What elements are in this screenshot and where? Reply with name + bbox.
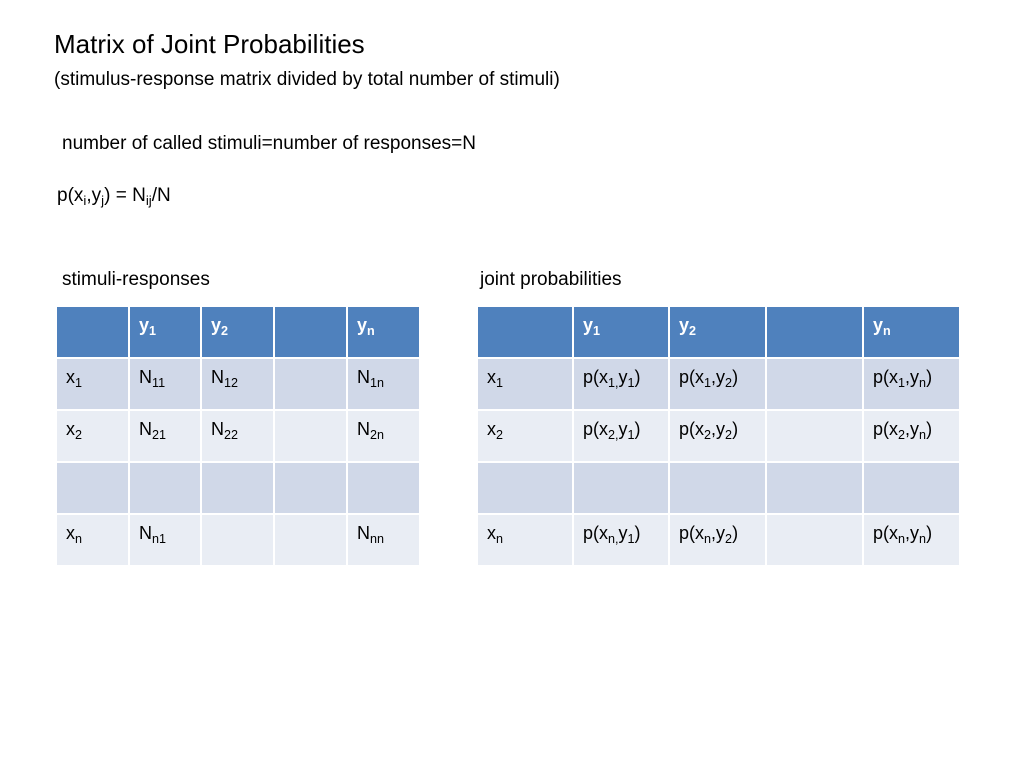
table-cell bbox=[347, 514, 420, 566]
stimuli-responses-caption: stimuli-responses bbox=[62, 269, 210, 290]
joint-probabilities-caption: joint probabilities bbox=[480, 269, 622, 290]
subscript: 2 bbox=[689, 323, 697, 338]
table-cell bbox=[669, 514, 766, 566]
slide-subtitle: (stimulus-response matrix divided by total number of stimuli) bbox=[54, 69, 560, 90]
header-cell bbox=[863, 306, 960, 358]
table-cell bbox=[347, 410, 420, 462]
text-run: x bbox=[66, 367, 75, 387]
subscript: n bbox=[704, 531, 712, 546]
subscript: n bbox=[919, 531, 927, 546]
text-run: y bbox=[583, 315, 594, 335]
table-cell bbox=[863, 514, 960, 566]
text-run: x bbox=[487, 419, 496, 439]
subscript: 2 bbox=[221, 323, 229, 338]
table-cell bbox=[347, 358, 420, 410]
subscript: 2 bbox=[725, 427, 733, 442]
subscript: 1 bbox=[593, 323, 601, 338]
row-label-cell bbox=[56, 410, 129, 462]
text-run: ) bbox=[926, 523, 933, 543]
text-run: ) bbox=[634, 419, 641, 439]
header-cell bbox=[669, 306, 766, 358]
table-cell bbox=[669, 358, 766, 410]
subscript: 1 bbox=[627, 531, 635, 546]
header-row bbox=[56, 306, 420, 358]
text-run: p(x bbox=[583, 419, 609, 439]
text-run: N bbox=[357, 523, 370, 543]
text-run: p(x bbox=[873, 419, 899, 439]
text-run: p(x bbox=[583, 523, 609, 543]
text-run: ) bbox=[732, 419, 739, 439]
row-label-cell bbox=[56, 514, 129, 566]
text-run: y bbox=[618, 523, 628, 543]
table-row bbox=[477, 462, 960, 514]
table-row bbox=[477, 358, 960, 410]
subscript: 1 bbox=[149, 323, 157, 338]
text-run: N bbox=[139, 367, 152, 387]
stimuli-responses-table bbox=[55, 305, 421, 567]
text-run: p(x bbox=[873, 523, 899, 543]
row-label-cell bbox=[56, 358, 129, 410]
header-cell bbox=[573, 306, 669, 358]
subscript: 22 bbox=[224, 427, 239, 442]
table-cell bbox=[129, 514, 201, 566]
table-cell bbox=[201, 410, 274, 462]
header-cell bbox=[274, 306, 347, 358]
text-run: p(x bbox=[583, 367, 609, 387]
table-cell bbox=[573, 410, 669, 462]
row-label-cell bbox=[477, 358, 573, 410]
text-run: ) bbox=[926, 419, 933, 439]
text-run: y bbox=[618, 419, 628, 439]
table-cell bbox=[129, 462, 201, 514]
subscript: n bbox=[898, 531, 906, 546]
header-cell bbox=[56, 306, 129, 358]
table-cell bbox=[274, 358, 347, 410]
subscript: n, bbox=[608, 531, 619, 546]
text-run: ) bbox=[634, 367, 641, 387]
row-label-cell bbox=[477, 462, 573, 514]
text-run: N bbox=[357, 419, 370, 439]
subscript: n bbox=[919, 427, 927, 442]
text-run: x bbox=[66, 523, 75, 543]
text-run: y bbox=[679, 315, 690, 335]
text-run: N bbox=[357, 367, 370, 387]
table-row bbox=[56, 462, 420, 514]
text-run: ,y bbox=[905, 367, 920, 387]
header-cell bbox=[129, 306, 201, 358]
table-row bbox=[56, 410, 420, 462]
text-run: /N bbox=[151, 185, 171, 206]
text-run: y bbox=[357, 315, 368, 335]
subscript: 2 bbox=[725, 375, 733, 390]
table-cell bbox=[766, 514, 863, 566]
subscript: n bbox=[367, 323, 375, 338]
subscript: 2 bbox=[725, 531, 733, 546]
text-run: p(x bbox=[679, 523, 705, 543]
text-run: p(x bbox=[873, 367, 899, 387]
subscript: 12 bbox=[224, 375, 239, 390]
text-run: y bbox=[139, 315, 150, 335]
subscript: 1 bbox=[898, 375, 906, 390]
text-run: N bbox=[211, 419, 224, 439]
subscript: 2, bbox=[608, 427, 619, 442]
subscript: 11 bbox=[152, 375, 166, 390]
text-run: N bbox=[211, 367, 224, 387]
table-row bbox=[56, 514, 420, 566]
table-cell bbox=[766, 358, 863, 410]
definition-text: number of called stimuli=number of responses=N bbox=[62, 133, 476, 154]
subscript: 2 bbox=[496, 427, 504, 442]
table-cell bbox=[863, 358, 960, 410]
table-row bbox=[477, 410, 960, 462]
subscript: 1 bbox=[75, 375, 83, 390]
subscript: 2 bbox=[704, 427, 712, 442]
table-cell bbox=[129, 410, 201, 462]
subscript: n bbox=[75, 531, 83, 546]
slide-title: Matrix of Joint Probabilities bbox=[54, 29, 365, 59]
text-run: ,y bbox=[905, 419, 920, 439]
table-cell bbox=[201, 358, 274, 410]
header-cell bbox=[347, 306, 420, 358]
table-cell bbox=[863, 462, 960, 514]
subscript: n1 bbox=[152, 531, 167, 546]
table-cell bbox=[201, 462, 274, 514]
subscript: 1 bbox=[704, 375, 712, 390]
table-cell bbox=[669, 410, 766, 462]
joint-probability-formula bbox=[57, 184, 171, 208]
header-cell bbox=[201, 306, 274, 358]
subscript: nn bbox=[370, 531, 385, 546]
joint-probabilities-table bbox=[476, 305, 961, 567]
header-row bbox=[477, 306, 960, 358]
row-label-cell bbox=[477, 514, 573, 566]
table-cell bbox=[274, 514, 347, 566]
subscript: n bbox=[496, 531, 504, 546]
table-row bbox=[56, 358, 420, 410]
table-cell bbox=[863, 410, 960, 462]
table-row bbox=[477, 514, 960, 566]
text-run: x bbox=[487, 523, 496, 543]
table-cell bbox=[201, 514, 274, 566]
table-cell bbox=[573, 358, 669, 410]
text-run: N bbox=[139, 523, 152, 543]
subscript: n bbox=[883, 323, 891, 338]
text-run: ,y bbox=[86, 185, 102, 206]
text-run: N bbox=[139, 419, 152, 439]
table-cell bbox=[573, 462, 669, 514]
row-label-cell bbox=[56, 462, 129, 514]
table-cell bbox=[129, 358, 201, 410]
table-cell bbox=[669, 462, 766, 514]
subscript: n bbox=[919, 375, 927, 390]
table-cell bbox=[274, 410, 347, 462]
text-run: y bbox=[211, 315, 222, 335]
text-run: x bbox=[66, 419, 75, 439]
text-run: ) bbox=[634, 523, 641, 543]
subscript: 1 bbox=[627, 427, 635, 442]
subscript: ij bbox=[145, 192, 152, 208]
subscript: 2 bbox=[75, 427, 83, 442]
text-run: ) = N bbox=[104, 185, 146, 206]
text-run: ,y bbox=[711, 367, 726, 387]
subscript: j bbox=[101, 192, 105, 208]
text-run: ,y bbox=[711, 419, 726, 439]
subscript: 2 bbox=[898, 427, 906, 442]
text-run: ) bbox=[732, 367, 739, 387]
text-run: p(x bbox=[57, 185, 84, 206]
text-run: p(x bbox=[679, 419, 705, 439]
header-cell bbox=[477, 306, 573, 358]
header-cell bbox=[766, 306, 863, 358]
subscript: i bbox=[83, 192, 87, 208]
subscript: 1n bbox=[370, 375, 385, 390]
table-cell bbox=[766, 462, 863, 514]
subscript: 2n bbox=[370, 427, 385, 442]
text-run: ,y bbox=[905, 523, 920, 543]
table-cell bbox=[347, 462, 420, 514]
subscript: 1, bbox=[608, 375, 619, 390]
subscript: 1 bbox=[627, 375, 635, 390]
row-label-cell bbox=[477, 410, 573, 462]
text-run: ) bbox=[926, 367, 933, 387]
text-run: p(x bbox=[679, 367, 705, 387]
text-run: ) bbox=[732, 523, 739, 543]
text-run: ,y bbox=[711, 523, 726, 543]
subscript: 21 bbox=[152, 427, 167, 442]
table-cell bbox=[766, 410, 863, 462]
table-cell bbox=[573, 514, 669, 566]
text-run: y bbox=[618, 367, 628, 387]
text-run: y bbox=[873, 315, 884, 335]
text-run: x bbox=[487, 367, 496, 387]
subscript: 1 bbox=[496, 375, 504, 390]
table-cell bbox=[274, 462, 347, 514]
